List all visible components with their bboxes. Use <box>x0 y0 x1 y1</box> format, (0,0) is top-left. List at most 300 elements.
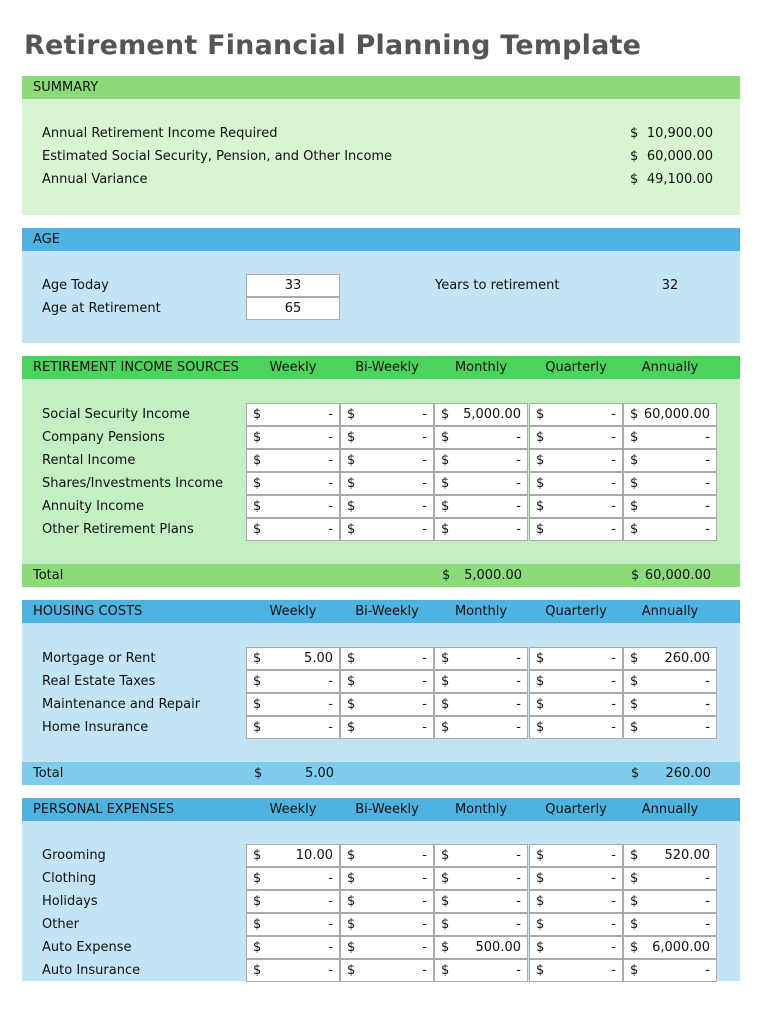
currency-symbol: $ <box>536 940 545 955</box>
column-header-weekly: Weekly <box>269 802 317 817</box>
amount-cell[interactable] <box>529 670 623 693</box>
amount-cell[interactable] <box>529 959 623 982</box>
table-row <box>22 403 740 426</box>
amount-cell[interactable] <box>529 913 623 936</box>
cell-value: - <box>611 430 616 445</box>
currency-symbol: $ <box>536 522 545 537</box>
summary-row-label: Annual Variance <box>42 172 148 187</box>
currency-symbol: $ <box>441 453 450 468</box>
currency-symbol: $ <box>630 407 639 422</box>
currency-symbol: $ <box>254 766 263 781</box>
cell-value: - <box>705 522 710 537</box>
amount-cell[interactable] <box>623 936 717 959</box>
currency-symbol: $ <box>347 499 356 514</box>
cell-value: - <box>422 940 427 955</box>
amount-cell[interactable] <box>246 472 340 495</box>
cell-value: - <box>611 848 616 863</box>
currency-symbol: $ <box>347 871 356 886</box>
cell-value: - <box>516 871 521 886</box>
currency-symbol: $ <box>630 697 639 712</box>
amount-cell[interactable] <box>623 844 717 867</box>
amount-cell[interactable] <box>246 844 340 867</box>
column-header-quarterly: Quarterly <box>545 802 607 817</box>
column-header-annually: Annually <box>641 802 699 817</box>
currency-symbol: $ <box>630 172 639 187</box>
amount-cell[interactable] <box>623 426 717 449</box>
amount-cell[interactable] <box>434 647 528 670</box>
column-header-annually: Annually <box>641 360 699 375</box>
row-label: Clothing <box>42 871 97 886</box>
row-label: Annuity Income <box>42 499 144 514</box>
cell-value: - <box>705 430 710 445</box>
amount-cell[interactable] <box>340 959 434 982</box>
currency-symbol: $ <box>631 568 640 583</box>
currency-symbol: $ <box>347 674 356 689</box>
currency-symbol: $ <box>536 871 545 886</box>
amount-cell[interactable] <box>246 403 340 426</box>
currency-symbol: $ <box>536 499 545 514</box>
cell-value: - <box>328 499 333 514</box>
table-row <box>22 844 740 867</box>
amount-cell[interactable] <box>340 670 434 693</box>
cell-value: - <box>328 894 333 909</box>
currency-symbol: $ <box>253 453 262 468</box>
amount-cell[interactable] <box>340 426 434 449</box>
currency-symbol: $ <box>253 848 262 863</box>
cell-value: - <box>422 917 427 932</box>
income-header-label: RETIREMENT INCOME SOURCES <box>33 360 239 375</box>
table-row <box>22 693 740 716</box>
currency-symbol: $ <box>441 848 450 863</box>
currency-symbol: $ <box>536 476 545 491</box>
currency-symbol: $ <box>630 940 639 955</box>
amount-cell[interactable] <box>434 936 528 959</box>
currency-symbol: $ <box>253 430 262 445</box>
cell-value: - <box>422 453 427 468</box>
amount-cell[interactable] <box>246 867 340 890</box>
cell-value: - <box>328 963 333 978</box>
currency-symbol: $ <box>253 917 262 932</box>
total-label: Total <box>33 568 64 583</box>
currency-symbol: $ <box>631 766 640 781</box>
cell-value: - <box>516 848 521 863</box>
cell-value: - <box>328 430 333 445</box>
age-retire-row <box>22 297 740 320</box>
currency-symbol: $ <box>347 651 356 666</box>
cell-value: - <box>516 674 521 689</box>
currency-symbol: $ <box>630 963 639 978</box>
currency-symbol: $ <box>536 697 545 712</box>
total-label: Total <box>33 766 64 781</box>
amount-cell[interactable] <box>246 936 340 959</box>
currency-symbol: $ <box>442 568 451 583</box>
currency-symbol: $ <box>347 476 356 491</box>
amount-cell[interactable] <box>529 716 623 739</box>
amount-cell[interactable] <box>340 716 434 739</box>
cell-value: - <box>611 871 616 886</box>
currency-symbol: $ <box>441 940 450 955</box>
cell-value: - <box>516 651 521 666</box>
age-retirement-label: Age at Retirement <box>42 301 161 316</box>
currency-symbol: $ <box>347 917 356 932</box>
amount-cell[interactable] <box>246 716 340 739</box>
personal-header <box>22 798 740 821</box>
column-header-quarterly: Quarterly <box>545 604 607 619</box>
row-label: Mortgage or Rent <box>42 651 156 666</box>
age-header-label: AGE <box>33 232 60 247</box>
currency-symbol: $ <box>536 430 545 445</box>
amount-cell[interactable] <box>246 693 340 716</box>
cell-value: - <box>516 499 521 514</box>
currency-symbol: $ <box>347 963 356 978</box>
currency-symbol: $ <box>441 651 450 666</box>
cell-value: - <box>516 697 521 712</box>
currency-symbol: $ <box>347 522 356 537</box>
currency-symbol: $ <box>347 430 356 445</box>
amount-cell[interactable] <box>434 426 528 449</box>
currency-symbol: $ <box>253 697 262 712</box>
amount-cell[interactable] <box>340 890 434 913</box>
row-label: Company Pensions <box>42 430 165 445</box>
amount-cell[interactable] <box>623 890 717 913</box>
amount-cell[interactable] <box>529 495 623 518</box>
housing-header-label: HOUSING COSTS <box>33 604 143 619</box>
column-header-weekly: Weekly <box>269 604 317 619</box>
column-header-monthly: Monthly <box>454 802 508 817</box>
amount-cell[interactable] <box>623 913 717 936</box>
summary-row-label: Estimated Social Security, Pension, and Other Income <box>42 149 393 164</box>
amount-cell[interactable] <box>623 495 717 518</box>
column-header-quarterly: Quarterly <box>545 360 607 375</box>
amount-cell[interactable] <box>623 472 717 495</box>
cell-value: 10.00 <box>295 848 333 863</box>
column-header-annually: Annually <box>641 604 699 619</box>
amount-cell[interactable] <box>340 844 434 867</box>
total-value: 5,000.00 <box>464 568 522 583</box>
table-row <box>22 670 740 693</box>
currency-symbol: $ <box>536 720 545 735</box>
currency-symbol: $ <box>630 476 639 491</box>
row-label: Home Insurance <box>42 720 149 735</box>
currency-symbol: $ <box>536 963 545 978</box>
amount-cell[interactable] <box>434 449 528 472</box>
row-label: Other <box>42 917 79 932</box>
table-row <box>22 913 740 936</box>
amount-cell[interactable] <box>434 693 528 716</box>
cell-value: - <box>705 499 710 514</box>
cell-value: - <box>422 848 427 863</box>
summary-row-value: 49,100.00 <box>646 172 713 187</box>
amount-cell[interactable] <box>434 959 528 982</box>
table-row <box>22 936 740 959</box>
cell-value: - <box>422 963 427 978</box>
amount-cell[interactable] <box>623 867 717 890</box>
table-row <box>22 495 740 518</box>
cell-value: - <box>611 720 616 735</box>
cell-value: 520.00 <box>664 848 710 863</box>
amount-cell[interactable] <box>529 867 623 890</box>
amount-cell[interactable] <box>434 867 528 890</box>
row-label: Other Retirement Plans <box>42 522 194 537</box>
table-row <box>22 647 740 670</box>
amount-cell[interactable] <box>340 495 434 518</box>
currency-symbol: $ <box>536 651 545 666</box>
row-label: Social Security Income <box>42 407 191 422</box>
currency-symbol: $ <box>253 720 262 735</box>
currency-symbol: $ <box>630 430 639 445</box>
cell-value: 260.00 <box>664 651 710 666</box>
cell-value: - <box>516 453 521 468</box>
currency-symbol: $ <box>253 499 262 514</box>
cell-value: - <box>611 407 616 422</box>
summary-row <box>22 122 740 145</box>
amount-cell[interactable] <box>246 959 340 982</box>
amount-cell[interactable] <box>623 518 717 541</box>
amount-cell[interactable] <box>529 449 623 472</box>
amount-cell[interactable] <box>246 518 340 541</box>
currency-symbol: $ <box>441 697 450 712</box>
currency-symbol: $ <box>536 848 545 863</box>
amount-cell[interactable] <box>529 936 623 959</box>
cell-value: - <box>611 453 616 468</box>
currency-symbol: $ <box>253 674 262 689</box>
amount-cell[interactable] <box>340 693 434 716</box>
amount-cell[interactable] <box>623 403 717 426</box>
column-header-monthly: Monthly <box>454 360 508 375</box>
cell-value: - <box>328 453 333 468</box>
income-total-row <box>22 564 740 587</box>
currency-symbol: $ <box>536 674 545 689</box>
total-value: 260.00 <box>665 766 711 781</box>
column-header-weekly: Weekly <box>269 360 317 375</box>
age-today-label: Age Today <box>42 278 109 293</box>
age-header <box>22 228 740 251</box>
summary-row <box>22 168 740 191</box>
table-row <box>22 867 740 890</box>
cell-value: 5,000.00 <box>463 407 521 422</box>
amount-cell[interactable] <box>340 449 434 472</box>
amount-cell[interactable] <box>434 913 528 936</box>
cell-value: - <box>422 407 427 422</box>
column-header-biweekly: Bi-Weekly <box>355 360 419 375</box>
amount-cell[interactable] <box>246 449 340 472</box>
cell-value: - <box>516 917 521 932</box>
total-value: 5.00 <box>305 766 334 781</box>
amount-cell[interactable] <box>623 959 717 982</box>
cell-value: - <box>422 894 427 909</box>
currency-symbol: $ <box>441 720 450 735</box>
currency-symbol: $ <box>347 720 356 735</box>
cell-value: - <box>611 917 616 932</box>
column-header-biweekly: Bi-Weekly <box>355 604 419 619</box>
amount-cell[interactable] <box>246 426 340 449</box>
amount-cell[interactable] <box>529 844 623 867</box>
table-row <box>22 959 740 982</box>
amount-cell[interactable] <box>340 647 434 670</box>
currency-symbol: $ <box>253 651 262 666</box>
age-today-row <box>22 274 740 297</box>
amount-cell[interactable] <box>340 403 434 426</box>
amount-cell[interactable] <box>434 890 528 913</box>
amount-cell[interactable] <box>340 867 434 890</box>
amount-cell[interactable] <box>623 693 717 716</box>
currency-symbol: $ <box>441 674 450 689</box>
amount-cell[interactable] <box>434 472 528 495</box>
currency-symbol: $ <box>536 894 545 909</box>
cell-value: - <box>705 453 710 468</box>
cell-value: - <box>516 522 521 537</box>
currency-symbol: $ <box>347 940 356 955</box>
amount-cell[interactable] <box>340 936 434 959</box>
cell-value: - <box>328 917 333 932</box>
currency-symbol: $ <box>347 407 356 422</box>
cell-value: - <box>516 894 521 909</box>
amount-cell[interactable] <box>623 670 717 693</box>
summary-row <box>22 145 740 168</box>
cell-value: - <box>611 476 616 491</box>
currency-symbol: $ <box>630 894 639 909</box>
row-label: Grooming <box>42 848 106 863</box>
amount-cell[interactable] <box>246 670 340 693</box>
currency-symbol: $ <box>441 963 450 978</box>
cell-value: - <box>705 871 710 886</box>
amount-cell[interactable] <box>340 472 434 495</box>
cell-value: 60,000.00 <box>643 407 710 422</box>
amount-cell[interactable] <box>246 647 340 670</box>
cell-value: - <box>611 894 616 909</box>
cell-value: - <box>516 963 521 978</box>
summary-header <box>22 76 740 99</box>
amount-cell[interactable] <box>246 913 340 936</box>
amount-cell[interactable] <box>434 403 528 426</box>
cell-value: - <box>328 697 333 712</box>
amount-cell[interactable] <box>340 518 434 541</box>
cell-value: - <box>422 697 427 712</box>
cell-value: - <box>705 963 710 978</box>
column-header-biweekly: Bi-Weekly <box>355 802 419 817</box>
amount-cell[interactable] <box>529 890 623 913</box>
currency-symbol: $ <box>441 894 450 909</box>
table-row <box>22 518 740 541</box>
age-retirement-input[interactable]: 65 <box>246 297 340 320</box>
cell-value: - <box>328 407 333 422</box>
currency-symbol: $ <box>441 499 450 514</box>
amount-cell[interactable] <box>529 403 623 426</box>
summary-header-label: SUMMARY <box>33 80 99 95</box>
row-label: Rental Income <box>42 453 136 468</box>
cell-value: - <box>705 720 710 735</box>
row-label: Auto Expense <box>42 940 132 955</box>
amount-cell[interactable] <box>529 518 623 541</box>
amount-cell[interactable] <box>246 890 340 913</box>
amount-cell[interactable] <box>529 647 623 670</box>
currency-symbol: $ <box>347 894 356 909</box>
amount-cell[interactable] <box>529 472 623 495</box>
row-label: Shares/Investments Income <box>42 476 224 491</box>
currency-symbol: $ <box>630 674 639 689</box>
currency-symbol: $ <box>536 453 545 468</box>
amount-cell[interactable] <box>246 495 340 518</box>
cell-value: 6,000.00 <box>652 940 710 955</box>
currency-symbol: $ <box>253 407 262 422</box>
cell-value: - <box>611 499 616 514</box>
cell-value: - <box>328 720 333 735</box>
table-row <box>22 472 740 495</box>
cell-value: 500.00 <box>475 940 521 955</box>
currency-symbol: $ <box>441 476 450 491</box>
cell-value: - <box>328 522 333 537</box>
age-today-input[interactable]: 33 <box>246 274 340 297</box>
amount-cell[interactable] <box>623 449 717 472</box>
cell-value: - <box>328 476 333 491</box>
amount-cell[interactable] <box>623 716 717 739</box>
currency-symbol: $ <box>441 917 450 932</box>
amount-cell[interactable] <box>529 426 623 449</box>
currency-symbol: $ <box>630 917 639 932</box>
currency-symbol: $ <box>347 453 356 468</box>
cell-value: - <box>422 476 427 491</box>
amount-cell[interactable] <box>434 716 528 739</box>
currency-symbol: $ <box>441 407 450 422</box>
amount-cell[interactable] <box>340 913 434 936</box>
currency-symbol: $ <box>253 940 262 955</box>
currency-symbol: $ <box>253 963 262 978</box>
cell-value: - <box>611 940 616 955</box>
currency-symbol: $ <box>253 522 262 537</box>
years-to-retirement-value: 32 <box>661 278 679 293</box>
personal-header-label: PERSONAL EXPENSES <box>33 802 175 817</box>
currency-symbol: $ <box>630 651 639 666</box>
currency-symbol: $ <box>253 871 262 886</box>
currency-symbol: $ <box>536 917 545 932</box>
cell-value: - <box>422 499 427 514</box>
cell-value: - <box>422 651 427 666</box>
cell-value: - <box>705 917 710 932</box>
row-label: Holidays <box>42 894 98 909</box>
cell-value: - <box>422 430 427 445</box>
currency-symbol: $ <box>441 522 450 537</box>
years-to-retirement-label: Years to retirement <box>435 278 560 293</box>
amount-cell[interactable] <box>434 670 528 693</box>
amount-cell[interactable] <box>434 844 528 867</box>
amount-cell[interactable] <box>434 518 528 541</box>
row-label: Maintenance and Repair <box>42 697 201 712</box>
currency-symbol: $ <box>630 522 639 537</box>
cell-value: - <box>611 522 616 537</box>
currency-symbol: $ <box>441 871 450 886</box>
row-label: Auto Insurance <box>42 963 141 978</box>
currency-symbol: $ <box>347 848 356 863</box>
currency-symbol: $ <box>630 871 639 886</box>
cell-value: - <box>422 674 427 689</box>
cell-value: - <box>328 674 333 689</box>
total-value: 60,000.00 <box>644 568 711 583</box>
currency-symbol: $ <box>630 453 639 468</box>
currency-symbol: $ <box>630 720 639 735</box>
cell-value: - <box>705 476 710 491</box>
amount-cell[interactable] <box>434 495 528 518</box>
cell-value: - <box>705 697 710 712</box>
summary-row-value: 10,900.00 <box>646 126 713 141</box>
column-header-monthly: Monthly <box>454 604 508 619</box>
housing-header <box>22 600 740 623</box>
cell-value: - <box>516 476 521 491</box>
currency-symbol: $ <box>630 499 639 514</box>
amount-cell[interactable] <box>529 693 623 716</box>
amount-cell[interactable] <box>623 647 717 670</box>
currency-symbol: $ <box>630 149 639 164</box>
cell-value: - <box>705 674 710 689</box>
